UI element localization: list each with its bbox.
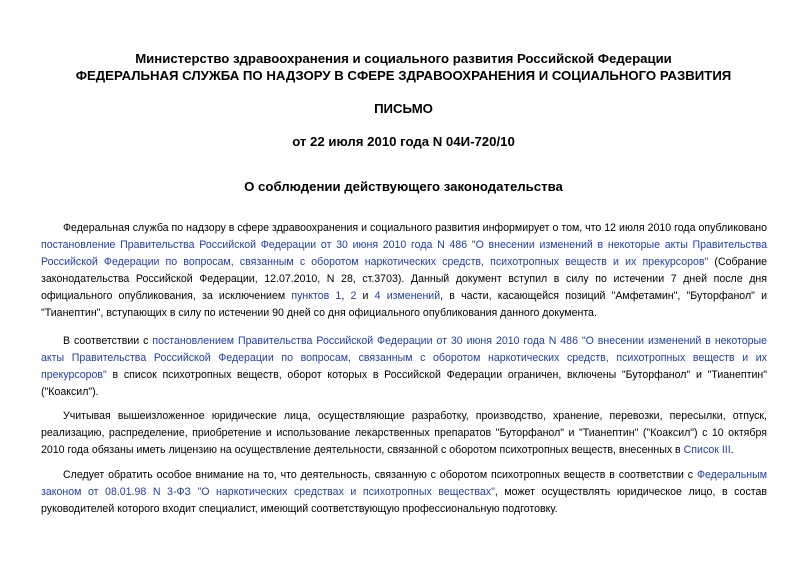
paragraph-3 [41,408,767,459]
paragraph-text: Учитывая вышеизложенное юридические лица, осуществляющие разработку, производство, хранение, перевозки, пересылки, отпуск, реализацию, распределение, приобретение и использование лекарственных препаратов "Буторфанол" и "Тианептин" ("Коаксил") с 10 октября 2010 года обязаны иметь лицензию на осуществление деятельности, связанной с оборотом психотропных веществ, внесенных в [41,410,767,456]
ministry-title: Министерство здравоохранения и социального развития Российской Федерации [135,51,672,66]
decree-486-link[interactable]: постановление Правительства Российской Федерации от 30 июня 2010 года N 486 "О внесении изменений в некоторые акты Правительства Российской Федерации по вопросам, связанным с оборотом наркотических средств, психотропных веществ и их прекурсоров" [41,239,767,268]
paragraph-text: и [356,290,375,302]
changes-item-4-link[interactable]: 4 изменений [374,290,441,302]
paragraph-4 [41,467,767,518]
document-type: ПИСЬМО [374,101,433,116]
federal-law-3fz-link[interactable]: Федеральным законом от 08.01.98 N 3-ФЗ "О наркотических средствах и психотропных веществах" [41,469,767,498]
paragraph-text: , [341,290,351,302]
decree-486-link[interactable]: постановлением Правительства Российской Федерации от 30 июня 2010 года N 486 "О внесении изменений в некоторые акты Правительства Российской Федерации по вопросам, связанным с оборотом наркотических средств, психотропных веществ и их прекурсоров" [41,335,767,381]
paragraph-1 [41,220,767,322]
paragraph-text: Следует обратить особое внимание на то, что деятельность, связанную с оборотом психотропных веществ в соответствии с [63,469,697,481]
paragraph-text: в список психотропных веществ, оборот которых в Российской Федерации ограничен, включены "Буторфанол" и "Тианептин" ("Коаксил"). [41,369,767,398]
item-2-link[interactable]: 2 [350,290,357,302]
paragraph-text: . [730,444,734,456]
document-date-number: от 22 июля 2010 года N 04И-720/10 [292,134,515,149]
list-iii-link[interactable]: Список III [683,444,731,456]
paragraph-2 [41,333,767,401]
service-title: ФЕДЕРАЛЬНАЯ СЛУЖБА ПО НАДЗОРУ В СФЕРЕ ЗДРАВООХРАНЕНИЯ И СОЦИАЛЬНОГО РАЗВИТИЯ [75,68,732,83]
paragraph-text: , может осуществлять юридическое лицо, в состав руководителей которого входит специалист, имеющий соответствующую профессиональную подготовку. [41,486,767,515]
paragraph-text: В соответствии с [63,335,153,347]
paragraph-text: , в части, касающейся позиций "Амфетамин", "Буторфанол" и "Тианептин", вступающих в силу по истечении 90 дней со дня официального опубликования данного документа. [41,290,768,319]
document-subject: О соблюдении действующего законодательства [244,179,563,194]
paragraph-text: (Собрание законодательства Российской Федерации, 12.07.2010, N 28, ст.3703). Данный документ вступил в силу по истечении 7 дней после дня официального опубликования, за исключением [41,256,768,302]
item-1-link[interactable]: пунктов 1 [291,290,342,302]
paragraph-text: Федеральная служба по надзору в сфере здравоохранения и социального развития информирует о том, что 12 июля 2010 года опубликовано [63,222,767,234]
